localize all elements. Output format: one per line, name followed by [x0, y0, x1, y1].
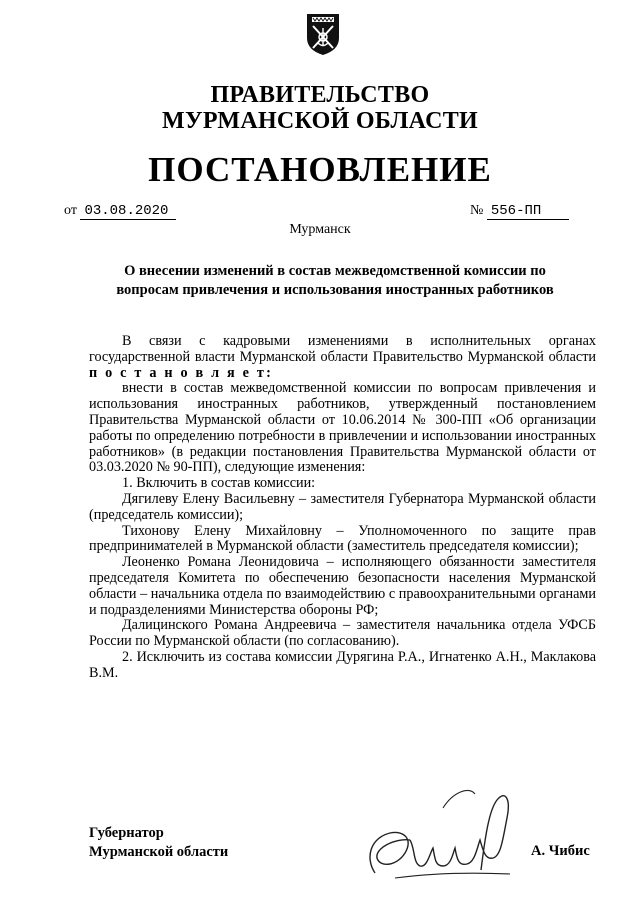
signatory-title-line1: Губернатор [89, 825, 164, 841]
member-3: Леоненко Романа Леонидовича – исполняющего обязанности заместителя председателя Комитета по обеспечению безопасности населения Мурманской области – начальника отдела по взаимодействию с правоохранительными органами и подразделениями Министерства обороны РФ; [89, 554, 596, 618]
number-field [470, 203, 569, 220]
subject-line2: вопросам привлечения и использования иностранных работников [116, 282, 554, 298]
date-prefix: от [64, 203, 77, 218]
subject-line1: О внесении изменений в состав межведомственной комиссии по [124, 263, 546, 279]
intro-paragraph [89, 334, 596, 381]
signatory-title-line2: Мурманской области [89, 844, 229, 860]
date-field [64, 203, 176, 220]
document-body [89, 334, 596, 682]
main-paragraph: внести в состав межведомственной комиссии по вопросам привлечения и использования иностранных работников, утвержденный постановлением Правительства Мурманской области от 10.06.2014 № 300-ПП «Об организации работы по определению потребности в привлечении и использовании иностранных работников» (в редакции постановления Правительства Мурманской области от 03.03.2020 № 90-ПП), следующие изменения: [89, 380, 596, 476]
org-name-line2: МУРМАНСКОЙ ОБЛАСТИ [162, 108, 478, 134]
date-value: 03.08.2020 [80, 203, 176, 220]
city: Мурманск [289, 222, 351, 237]
doc-type-title: ПОСТАНОВЛЕНИЕ [148, 150, 492, 189]
coat-of-arms-icon [305, 12, 341, 56]
resolves-word: п о с т а н о в л я е т: [89, 364, 273, 381]
handwritten-signature [335, 778, 535, 898]
member-2: Тихонову Елену Михайловну – Уполномоченного по защите прав предпринимателей в Мурманской области (заместитель председателя комиссии); [89, 522, 596, 555]
number-value: 556-ПП [487, 203, 569, 220]
signatory-title [89, 824, 228, 862]
intro-text: В связи с кадровыми изменениями в исполнительных органах государственной власти Мурманской области Правительство Мурманской области [89, 333, 596, 365]
member-4: Далицинского Романа Андреевича – заместителя начальника отдела УФСБ России по Мурманской области (по согласованию). [89, 617, 596, 650]
member-1: Дягилеву Елену Васильевну – заместителя Губернатора Мурманской области (председатель комиссии); [89, 490, 596, 523]
signatory-name: А. Чибис [531, 843, 590, 859]
item-1: 1. Включить в состав комиссии: [122, 475, 316, 492]
number-prefix: № [470, 203, 484, 218]
document-subject [95, 262, 575, 300]
item-2: 2. Исключить из состава комиссии Дурягина Р.А., Игнатенко А.Н., Маклакова В.М. [89, 648, 596, 681]
org-name-line1: ПРАВИТЕЛЬСТВО [210, 82, 430, 108]
